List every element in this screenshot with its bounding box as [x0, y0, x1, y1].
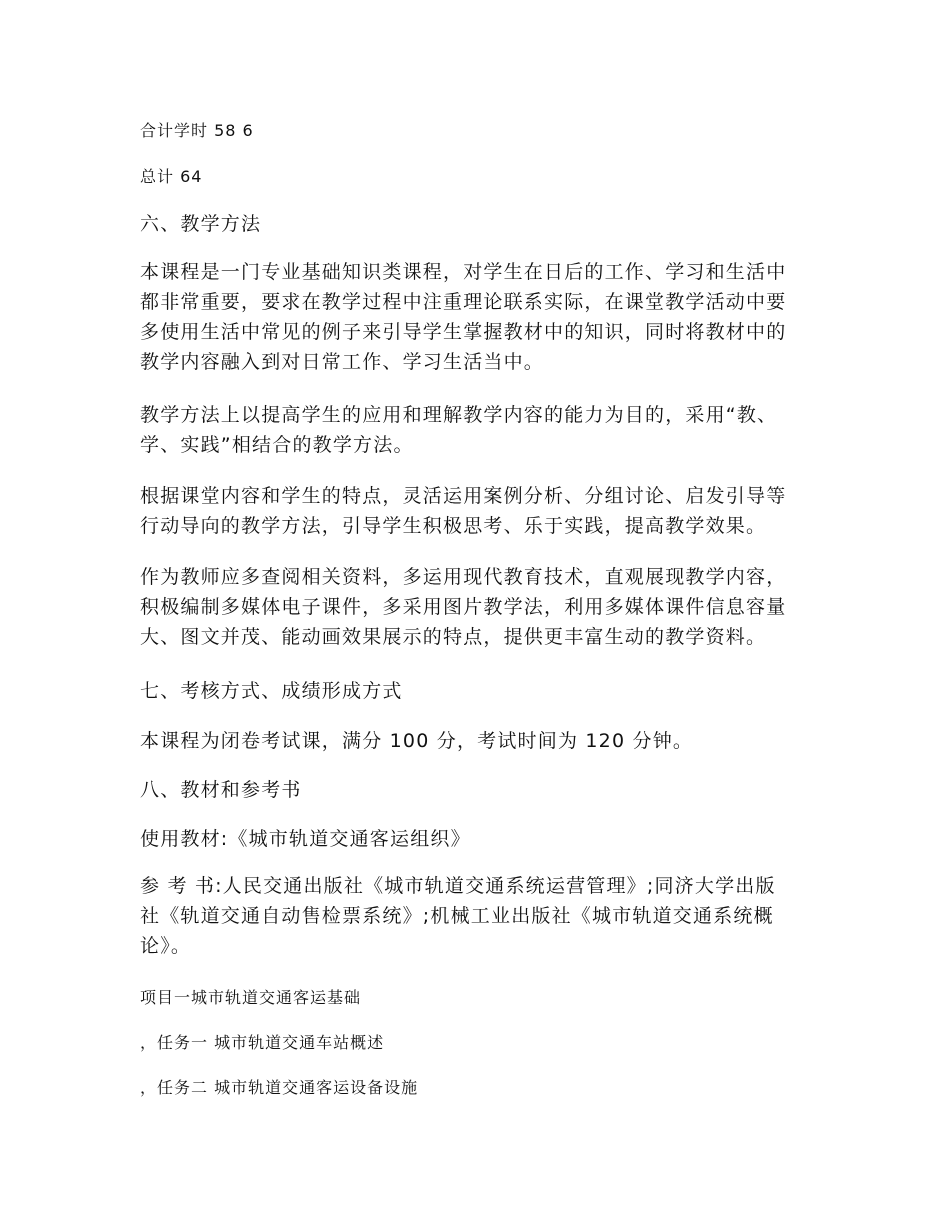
reference-books-line: 论》。 [140, 935, 192, 957]
textbook-line: 使用教材:《城市轨道交通客运组织》 [140, 828, 471, 850]
paragraph-2-line: 教学方法上以提高学生的应用和理解教学内容的能力为目的，采用“教、 [140, 404, 778, 426]
paragraph-2 [140, 400, 820, 460]
paragraph-1-line: 多使用生活中常见的例子来引导学生掌握教材中的知识，同时将教材中的 [140, 321, 787, 343]
paragraph-1 [140, 257, 820, 377]
reference-books-line: 参 考 书:人民交通出版社《城市轨道交通系统运营管理》;同济大学出版 [140, 875, 776, 897]
paragraph-1-line: 教学内容融入到对日常工作、学习生活当中。 [140, 351, 545, 373]
section-6-heading: 六、教学方法 [140, 213, 262, 235]
total-hours-line: 合计学时 58 6 [140, 121, 254, 140]
paragraph-4-line: 作为教师应多查阅相关资料，多运用现代教育技术，直观展现教学内容， [140, 566, 787, 588]
paragraph-1-line: 都非常重要，要求在教学过程中注重理论联系实际，在课堂教学活动中要 [140, 291, 787, 313]
paragraph-4-line: 大、图文并茂、能动画效果展示的特点，提供更丰富生动的教学资料。 [140, 626, 767, 648]
paragraph-3 [140, 481, 820, 541]
paragraph-2-line: 学、实践”相结合的教学方法。 [140, 434, 414, 456]
paragraph-3-line: 行动导向的教学方法，引导学生积极思考、乐于实践，提高教学效果。 [140, 515, 767, 537]
paragraph-3-line: 根据课堂内容和学生的特点，灵活运用案例分析、分组讨论、启发引导等 [140, 485, 787, 507]
section-8-heading: 八、教材和参考书 [140, 779, 302, 801]
reference-books-line: 社《轨道交通自动售检票系统》;机械工业出版社《城市轨道交通系统概 [140, 905, 774, 927]
section-7-heading: 七、考核方式、成绩形成方式 [140, 680, 403, 702]
paragraph-4 [140, 562, 820, 652]
task-1-title: ，任务一 城市轨道交通车站概述 [140, 1033, 385, 1052]
grand-total-line: 总计 64 [140, 167, 203, 186]
task-2-title: ，任务二 城市轨道交通客运设备设施 [140, 1078, 419, 1097]
paragraph-4-line: 积极编制多媒体电子课件，多采用图片教学法，利用多媒体课件信息容量 [140, 596, 787, 618]
exam-info: 本课程为闭卷考试课，满分 100 分，考试时间为 120 分钟。 [140, 730, 694, 752]
reference-books [140, 871, 820, 961]
paragraph-1-line: 本课程是一门专业基础知识类课程，对学生在日后的工作、学习和生活中 [140, 261, 787, 283]
project-1-title: 项目一城市轨道交通客运基础 [140, 988, 362, 1007]
